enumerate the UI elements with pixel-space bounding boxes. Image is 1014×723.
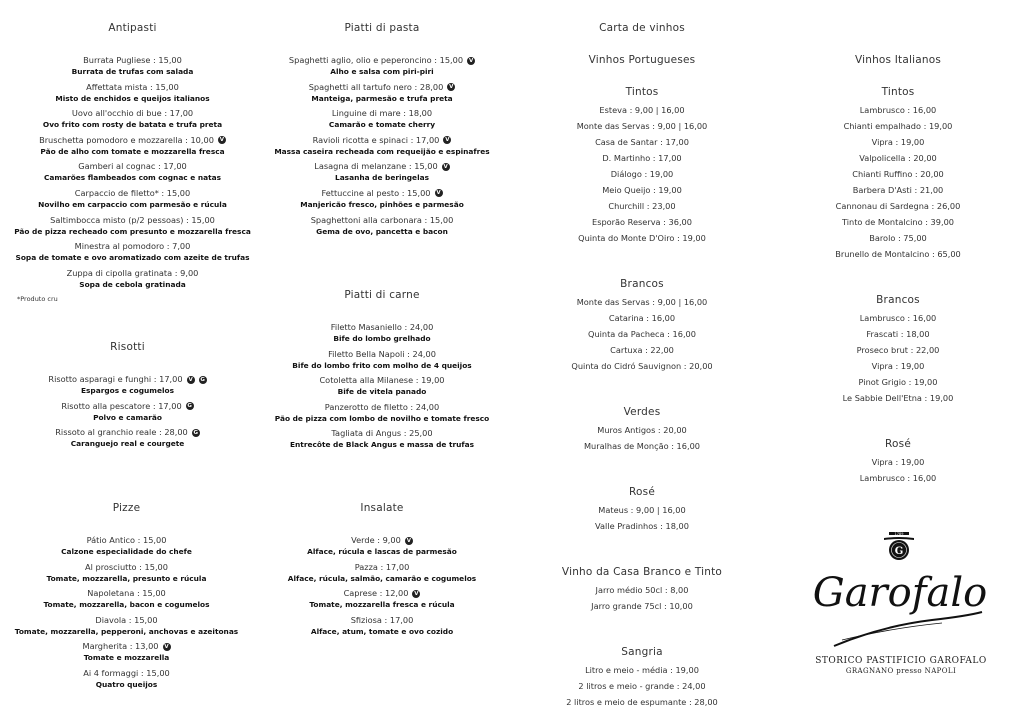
menu-item-name-text: Spaghetti all tartufo nero : 28,00 xyxy=(308,81,444,92)
wine-item: Mateus : 9,00 | 16,00 xyxy=(598,505,686,515)
wine-subsection-title: Tintos xyxy=(881,86,915,98)
carne-list xyxy=(258,322,506,455)
menu-item-name-text: Cotoletta alla Milanese : 19,00 xyxy=(319,375,445,386)
vegetarian-badge-icon: V xyxy=(449,84,454,91)
menu-item-name xyxy=(0,215,265,226)
house-wine-list xyxy=(542,582,742,614)
vegetarian-badge-icon: V xyxy=(406,537,411,544)
raw-product-note: *Produto cru xyxy=(17,295,58,303)
menu-item-description: Entrecôte de Black Angus e massa de trufas xyxy=(289,440,475,450)
menu-item-name xyxy=(0,241,265,252)
menu-item xyxy=(0,562,253,589)
menu-item-description: Alface, rúcula, salmão, camarão e cogumelos xyxy=(287,573,477,583)
menu-item xyxy=(0,161,265,188)
pt-brancos-list xyxy=(542,294,742,374)
menu-item-name-text: Filetto Bella Napoli : 24,00 xyxy=(328,348,436,359)
menu-item-name-text: Zuppa di cipolla gratinata : 9,00 xyxy=(66,267,199,278)
wine-subsection-title: Vinho da Casa Branco e Tinto xyxy=(561,566,723,578)
menu-item-name-text: Margherita : 13,00 xyxy=(82,641,159,652)
menu-item-description: Caranguejo real e courgete xyxy=(70,439,185,449)
menu-item-name xyxy=(0,82,265,93)
menu-item-description: Gema de ovo, pancetta e bacon xyxy=(316,226,448,236)
menu-item-name xyxy=(0,588,253,599)
pasta-list xyxy=(258,55,506,241)
menu-item-name xyxy=(0,188,265,199)
wine-subsection-title: Brancos xyxy=(876,294,920,306)
menu-item xyxy=(0,82,265,109)
pt-verdes-list xyxy=(542,422,742,454)
risotti-list xyxy=(0,374,255,454)
menu-item xyxy=(0,641,253,668)
menu-item-description: Lasanha de beringelas xyxy=(334,173,429,183)
menu-item-name xyxy=(0,427,255,438)
it-rose-list xyxy=(798,454,998,486)
menu-item xyxy=(0,588,253,615)
it-tintos-list xyxy=(798,102,998,262)
wine-item: Lambrusco : 16,00 xyxy=(859,473,937,483)
menu-item xyxy=(258,588,506,615)
menu-item xyxy=(258,615,506,642)
menu-item-name xyxy=(0,641,253,652)
it-brancos-section xyxy=(798,294,998,406)
menu-item-description: Bife do lombo frito com molho de 4 queijos xyxy=(292,360,472,370)
menu-item-description: Pão de pizza com lombo de novilho e tomate fresco xyxy=(274,413,490,423)
section-title: Insalate xyxy=(360,502,404,514)
menu-item xyxy=(258,535,506,562)
menu-item-description: Bife do lombo grelhado xyxy=(333,334,431,343)
wine-item: 2 litros e meio de espumante : 28,00 xyxy=(566,697,718,707)
wine-item: Quinta do Monte D'Oiro : 19,00 xyxy=(578,233,706,243)
antipasti-list xyxy=(0,55,265,294)
wine-item: Jarro grande 75cl : 10,00 xyxy=(591,601,693,611)
wine-item: Le Sabbie Dell'Etna : 19,00 xyxy=(842,393,954,403)
wine-subsection-title: Brancos xyxy=(620,278,664,290)
menu-item-name xyxy=(258,562,506,573)
menu-item-name-text: Linguine di mare : 18,00 xyxy=(331,108,433,119)
wine-item: Meio Queijo : 19,00 xyxy=(602,185,682,195)
menu-item xyxy=(258,215,506,242)
menu-item-name-text: Uovo all'occhio di bue : 17,00 xyxy=(71,108,194,119)
menu-item-name-text: Caprese : 12,00 xyxy=(343,588,409,599)
wine-subsection-title: Rosé xyxy=(629,486,655,498)
menu-item-description: Manteiga, parmesão e trufa preta xyxy=(311,93,453,103)
menu-item-description: Polvo e camarão xyxy=(93,412,162,422)
menu-item-name-text: Napoletana : 15,00 xyxy=(87,588,166,599)
menu-item xyxy=(0,401,255,428)
wine-title: Carta de vinhos xyxy=(599,22,685,34)
menu-item-name xyxy=(0,535,253,546)
wine-item: Esporão Reserva : 36,00 xyxy=(592,217,692,227)
menu-item-name xyxy=(0,562,253,573)
menu-item-description: Pão de pizza recheado com presunto e mozzarella fresca xyxy=(14,226,251,236)
menu-item-name-text: Verde : 9,00 xyxy=(351,535,401,545)
pt-brancos-section xyxy=(542,278,742,374)
menu-item-description: Tomate, mozzarella, bacon e cogumelos xyxy=(43,600,210,610)
menu-item-name xyxy=(258,82,506,93)
pt-verdes-section xyxy=(542,406,742,454)
wine-item: Monte das Servas : 9,00 | 16,00 xyxy=(576,121,708,131)
section-title: Risotti xyxy=(110,341,145,353)
wine-subsection-title: Sangria xyxy=(621,646,663,658)
gluten-free-badge-icon: G xyxy=(193,429,199,436)
menu-item-description: Burrata de trufas com salada xyxy=(71,67,194,76)
vegetarian-badge-icon: V xyxy=(219,137,225,144)
wine-item: Vipra : 19,00 xyxy=(871,137,925,147)
wine-item: Frascati : 18,00 xyxy=(866,329,930,339)
wine-item: Pinot Grigio : 19,00 xyxy=(858,377,938,387)
menu-item xyxy=(0,108,265,135)
menu-item-description: Misto de enchidos e queijos italianos xyxy=(55,93,210,103)
menu-item-description: Massa caseira recheada com requeijão e espinafres xyxy=(274,146,490,156)
menu-item-name-text: Sfiziosa : 17,00 xyxy=(350,614,414,625)
sangria-section xyxy=(542,646,742,710)
menu-item-name xyxy=(258,349,506,360)
vegetarian-badge-icon: V xyxy=(188,376,193,383)
wine-item: Tinto de Montalcino : 39,00 xyxy=(841,217,954,227)
menu-item xyxy=(0,427,255,454)
menu-item-name-text: Burrata Pugliese : 15,00 xyxy=(83,55,182,65)
menu-item xyxy=(258,428,506,455)
menu-item-description: Camarão e tomate cherry xyxy=(328,120,436,130)
risotti-section xyxy=(0,341,255,454)
menu-item-name xyxy=(258,161,506,172)
wine-item: 2 litros e meio - grande : 24,00 xyxy=(578,681,706,691)
wine-item: Lambrusco : 16,00 xyxy=(859,313,937,323)
menu-item-name-text: Risotto alla pescatore : 17,00 xyxy=(61,400,182,411)
pt-rose-section xyxy=(542,486,742,534)
menu-item-name-text: Filetto Masaniello : 24,00 xyxy=(330,322,434,332)
garofalo-crest-icon xyxy=(812,528,990,653)
wine-item: Muros Antigos : 20,00 xyxy=(597,425,687,435)
menu-item xyxy=(0,241,265,268)
section-title: Piatti di carne xyxy=(344,289,420,301)
menu-item xyxy=(258,375,506,402)
menu-item xyxy=(0,535,253,562)
menu-item xyxy=(0,268,265,295)
menu-item-name-text: Panzerotto de filetto : 24,00 xyxy=(324,401,440,412)
menu-item xyxy=(0,188,265,215)
menu-item xyxy=(0,135,265,162)
menu-item-name xyxy=(0,135,265,146)
menu-item-name-text: Minestra al pomodoro : 7,00 xyxy=(74,241,191,252)
menu-item-name-text: Affettata mista : 15,00 xyxy=(86,81,179,92)
vegetarian-badge-icon: V xyxy=(414,590,419,597)
section-title: Pizze xyxy=(112,502,141,514)
menu-item-name xyxy=(0,668,253,679)
menu-item xyxy=(258,108,506,135)
menu-item-name-text: Tagliata di Angus : 25,00 xyxy=(331,428,433,439)
menu-item-name-text: Risotto asparagi e funghi : 17,00 xyxy=(48,374,183,384)
wordmark: Garofalo xyxy=(812,570,988,616)
menu-item-name xyxy=(258,428,506,439)
pt-tintos-section xyxy=(542,86,742,246)
menu-item-name xyxy=(258,188,506,199)
menu-item-name xyxy=(258,535,506,546)
wine-item: D. Martinho : 17,00 xyxy=(602,153,682,163)
wine-item: Churchill : 23,00 xyxy=(608,201,676,211)
menu-item-name xyxy=(258,215,506,226)
menu-item xyxy=(258,562,506,589)
portuguese-title: Vinhos Portugueses xyxy=(588,54,696,66)
pasta-section xyxy=(258,22,506,241)
gluten-free-badge-icon: G xyxy=(200,376,205,383)
menu-item-description: Espargos e cogumelos xyxy=(80,386,175,395)
menu-item-description: Tomate, mozzarella fresca e rúcula xyxy=(309,600,455,610)
wine-item: Vipra : 19,00 xyxy=(871,457,925,467)
menu-item xyxy=(258,82,506,109)
menu-item-name xyxy=(258,375,506,386)
menu-item-name xyxy=(0,615,253,626)
it-tintos-section xyxy=(798,86,998,262)
menu-item-description: Manjericão fresco, pinhões e parmesão xyxy=(300,199,464,209)
menu-item-description: Calzone especialidade do chefe xyxy=(61,547,192,556)
wine-item: Esteva : 9,00 | 16,00 xyxy=(599,105,685,115)
menu-item-name xyxy=(0,108,265,119)
wine-item: Barbera D'Asti : 21,00 xyxy=(852,185,944,195)
wine-item: Chianti empalhado : 19,00 xyxy=(843,121,953,131)
menu-item-description: Novilho em carpaccio com parmesão e rúcula xyxy=(38,199,227,209)
menu-item-name-text: Saltimbocca misto (p/2 pessoas) : 15,00 xyxy=(50,214,215,225)
garofalo-logo xyxy=(812,528,990,678)
menu-item-description: Alface, atum, tomate e ovo cozido xyxy=(310,626,454,636)
menu-item-name xyxy=(0,55,265,66)
wine-item: Valpolicella : 20,00 xyxy=(859,153,937,163)
menu-item xyxy=(258,349,506,376)
wine-item: Casa de Santar : 17,00 xyxy=(595,137,689,147)
menu-item-description: Tomate, mozzarella, presunto e rúcula xyxy=(46,573,207,583)
it-rose-section xyxy=(798,438,998,486)
wine-item: Valle Pradinhos : 18,00 xyxy=(595,521,689,531)
wine-subsection-title: Rosé xyxy=(885,438,911,450)
wine-item: Chianti Ruffino : 20,00 xyxy=(852,169,944,179)
menu-item-description: Ovo frito com rosty de batata e trufa preta xyxy=(42,120,223,130)
menu-item-name-text: Ravioli ricotta e spinaci : 17,00 xyxy=(312,134,440,145)
menu-item-name xyxy=(0,161,265,172)
menu-item-name-text: Carpaccio de filetto* : 15,00 xyxy=(74,187,191,198)
menu-item xyxy=(258,161,506,188)
svg-text:G: G xyxy=(894,546,904,557)
menu-item-name-text: Ai 4 formaggi : 15,00 xyxy=(83,667,170,678)
pizze-section xyxy=(0,502,253,695)
it-brancos-list xyxy=(798,310,998,406)
logo-line1: STORICO PASTIFICIO GAROFALO xyxy=(815,656,987,666)
menu-item-name-text: Lasagna di melanzane : 15,00 xyxy=(314,161,438,172)
menu-item xyxy=(0,55,265,82)
wine-item: Jarro médio 50cl : 8,00 xyxy=(595,585,689,595)
wine-item: Catarina : 16,00 xyxy=(608,313,676,323)
menu-item-name xyxy=(0,401,255,412)
gluten-free-badge-icon: G xyxy=(187,403,192,410)
wine-item: Muralhas de Monção : 16,00 xyxy=(583,441,701,451)
menu-item-name-text: Al prosciutto : 15,00 xyxy=(85,561,168,572)
insalate-section xyxy=(258,502,506,641)
vegetarian-badge-icon: V xyxy=(468,57,474,64)
menu-item-name-text: Pazza : 17,00 xyxy=(354,561,410,572)
wine-item: Quinta do Cidró Sauvignon : 20,00 xyxy=(571,361,713,371)
menu-item-name xyxy=(258,55,506,66)
wine-item: Monte das Servas : 9,00 | 16,00 xyxy=(576,297,708,307)
section-title: Antipasti xyxy=(108,22,157,34)
sangria-list xyxy=(542,662,742,710)
insalate-list xyxy=(258,535,506,641)
menu-item-name xyxy=(258,108,506,119)
vegetarian-badge-icon: V xyxy=(164,643,169,650)
italian-title: Vinhos Italianos xyxy=(854,54,942,66)
wine-subsection-title: Tintos xyxy=(625,86,659,98)
menu-item-description: Sopa de cebola gratinada xyxy=(79,279,186,289)
menu-item xyxy=(258,55,506,82)
crest-year: 1789 xyxy=(894,532,904,536)
wine-list-title xyxy=(542,22,742,38)
wine-item: Litro e meio - média : 19,00 xyxy=(585,665,699,675)
wine-item: Quinta da Pacheca : 16,00 xyxy=(588,329,696,339)
wine-item: Lambrusco : 16,00 xyxy=(859,105,937,115)
menu-item-description: Pão de alho com tomate e mozzarella fresca xyxy=(40,146,225,156)
portuguese-wines-title xyxy=(542,54,742,70)
logo-line2: GRAGNANO presso NAPOLI xyxy=(845,667,957,675)
menu-item-name xyxy=(258,615,506,626)
menu-item-name-text: Rissoto al granchio reale : 28,00 xyxy=(55,427,188,438)
menu-item-name xyxy=(258,588,506,599)
vegetarian-badge-icon: V xyxy=(436,190,441,197)
wine-item: Cannonau di Sardegna : 26,00 xyxy=(835,201,961,211)
antipasti-section xyxy=(0,22,265,294)
wine-item: Proseco brut : 22,00 xyxy=(856,345,940,355)
menu-item-description: Bife de vitela panado xyxy=(337,387,427,397)
menu-item-description: Tomate e mozzarella xyxy=(83,653,170,663)
menu-item xyxy=(0,215,265,242)
menu-item-name-text: Diavola : 15,00 xyxy=(95,614,158,625)
menu-item-description: Alho e salsa com piri-piri xyxy=(330,67,434,76)
menu-item-name-text: Bruschetta pomodoro e mozzarella : 10,00 xyxy=(39,134,214,145)
vegetarian-badge-icon: V xyxy=(443,163,448,170)
wine-item: Barolo : 75,00 xyxy=(869,233,927,243)
menu-item xyxy=(258,188,506,215)
italian-wines-title xyxy=(798,54,998,70)
menu-item-name-text: Gamberi al cognac : 17,00 xyxy=(78,161,187,172)
wine-item: Brunello de Montalcino : 65,00 xyxy=(835,249,961,259)
wine-item: Cartuxa : 22,00 xyxy=(610,345,674,355)
pt-tintos-list xyxy=(542,102,742,246)
carne-section xyxy=(258,289,506,455)
menu-item-name xyxy=(258,402,506,413)
menu-item-name xyxy=(0,268,265,279)
menu-item-name xyxy=(258,322,506,333)
menu-item-description: Tomate, mozzarella, pepperoni, anchovas e azeitonas xyxy=(14,626,239,636)
menu-item-description: Sopa de tomate e ovo aromatizado com azeite de trufas xyxy=(15,253,250,263)
menu-item xyxy=(0,668,253,695)
menu-item-name-text: Spaghettoni alla carbonara : 15,00 xyxy=(310,214,454,225)
pt-rose-list xyxy=(542,502,742,534)
menu-item-name-text: Pátio Antico : 15,00 xyxy=(86,535,167,545)
section-title: Piatti di pasta xyxy=(344,22,420,34)
wine-item: Vipra : 19,00 xyxy=(871,361,925,371)
menu-item xyxy=(258,402,506,429)
vegetarian-badge-icon: V xyxy=(445,137,450,144)
menu-item-name xyxy=(0,374,255,385)
menu-item xyxy=(258,322,506,349)
menu-item xyxy=(258,135,506,162)
menu-item-description: Camarões flambeados com cognac e natas xyxy=(43,173,222,183)
menu-item-description: Quatro queijos xyxy=(95,679,158,689)
pizze-list xyxy=(0,535,253,695)
menu-item xyxy=(0,374,255,401)
menu-item-name-text: Fettuccine al pesto : 15,00 xyxy=(321,187,431,198)
menu-item-description: Alface, rúcula e lascas de parmesão xyxy=(307,547,457,556)
menu-item xyxy=(0,615,253,642)
wine-item: Diálogo : 19,00 xyxy=(610,169,674,179)
wine-subsection-title: Verdes xyxy=(623,406,661,418)
menu-item-name-text: Spaghetti aglio, olio e peperoncino : 15,00 xyxy=(288,55,464,65)
house-wine-section xyxy=(542,566,742,614)
menu-item-name xyxy=(258,135,506,146)
